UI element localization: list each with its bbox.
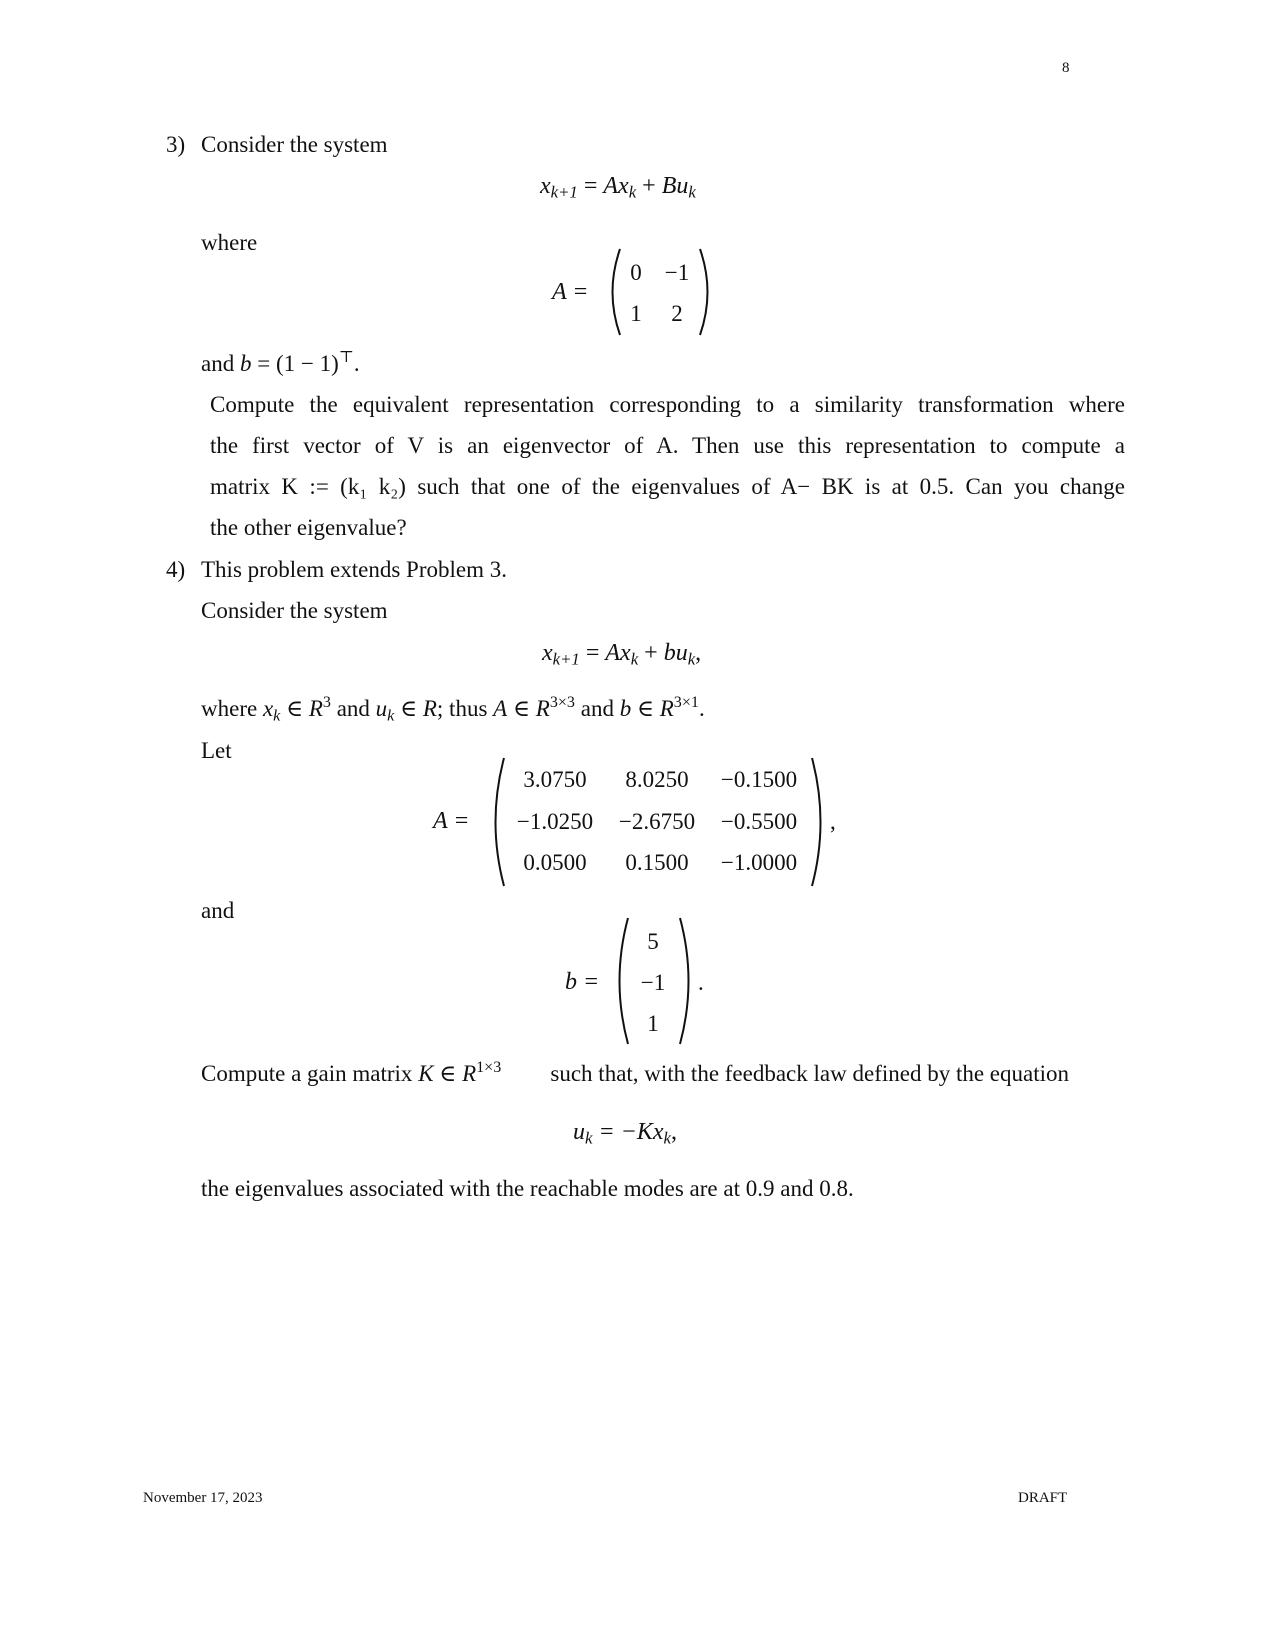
problem-3-task-line: the other eigenvalue? [210,515,407,540]
problem-3-matrix-cell: 0 [630,260,642,285]
problem-4-number: 4) [166,557,186,582]
problem-4-final-line: the eigenvalues associated with the reachable modes are at 0.9 and 0.8. [201,1176,854,1201]
problem-3-b-definition: and b = (1 − 1)⊤. [201,349,360,376]
problem-4-vector-cell: 1 [647,1011,659,1036]
footer-draft: DRAFT [1018,1490,1068,1506]
problem-4-system-equation: $x_{k+1} = Ax_k + bu_k$, [542,640,702,669]
problem-4-consider: Consider the system [201,598,388,623]
footer-date: November 17, 2023 [143,1490,263,1506]
problem-4-matrix-cell: −2.6750 [618,809,696,834]
problem-3-number: 3) [166,132,186,157]
problem-4-intro: This problem extends Problem 3. [201,557,507,582]
problem-4-vector-period: . [698,970,704,995]
problem-3-matrix-left-paren [604,247,624,337]
problem-4-matrix-cell: −1.0250 [516,809,594,834]
problem-4-gain-line: Compute a gain matrix K ∈ $R^{1\times 3}$ such that, with the feedback law defined by the equation [201,1059,1069,1086]
problem-4-matrix-label: A = [433,808,470,834]
problem-3-matrix-cell: 1 [630,301,642,326]
problem-4-vector-right-paren [676,916,698,1046]
problem-3-where: where [201,230,258,255]
problem-4-vector-left-paren [610,916,632,1046]
problem-3-matrix-cell: 2 [671,301,683,326]
problem-4-matrix-cell: 0.0500 [523,850,587,875]
problem-4-matrix-cell: 8.0250 [625,767,689,792]
problem-4-matrix-cell: −0.5500 [720,809,798,834]
problem-3-task-line: matrix K := (k₁ k₂) such that one of the eigenvalues of A− BK is at 0.5. Can you change [210,474,1125,499]
problem-4-feedback-equation: $u_k = -Kx_k$, [573,1119,677,1148]
page-number: 8 [1062,60,1070,76]
problem-4-vector-label: b = [565,969,600,995]
problem-4-vector-cell: −1 [640,970,666,995]
problem-3-matrix-cell: −1 [664,260,690,285]
problem-4-let: Let [201,738,232,763]
problem-4-matrix-cell: 0.1500 [625,850,689,875]
problem-4-matrix-left-paren [486,756,508,888]
problem-4-where-line: where $x_k$ ∈ $R^3$ and $u_k$ ∈ R; thus A ∈ $R^{3\times 3}$ and b ∈ $R^{3\times 1}$. [201,694,705,725]
problem-3-matrix-right-paren [696,247,716,337]
problem-3-intro: Consider the system [201,132,388,157]
problem-4-matrix-cell: −0.1500 [720,767,798,792]
problem-3-task-line: Compute the equivalent representation corresponding to a similarity transformation where [210,392,1125,417]
problem-3-system-equation: $x_{k+1} = Ax_k + Bu_k$ [540,173,696,202]
problem-4-matrix-comma: , [830,809,836,834]
problem-4-matrix-cell: 3.0750 [523,767,587,792]
problem-4-matrix-cell: −1.0000 [720,850,798,875]
problem-4-vector-cell: 5 [647,929,659,954]
problem-4-and: and [201,898,235,923]
problem-3-matrix-label: A = [552,279,589,305]
problem-4-matrix-right-paren [808,756,830,888]
problem-3-task-line: the first vector of V is an eigenvector of A. Then use this representation to compute a [210,433,1125,458]
